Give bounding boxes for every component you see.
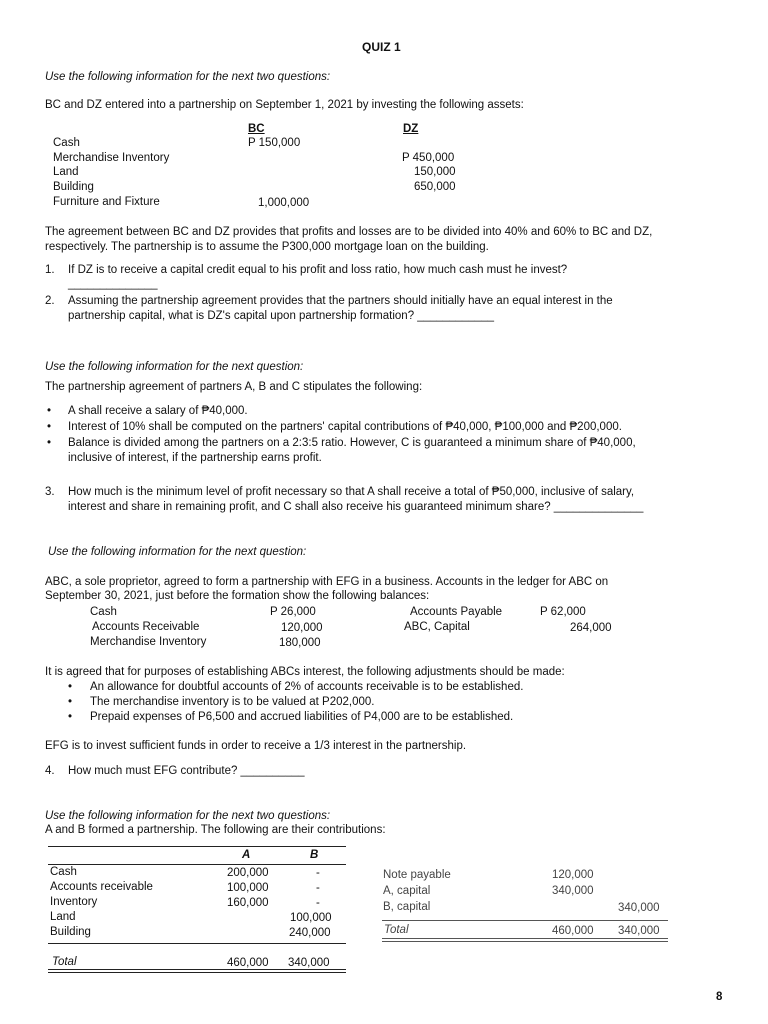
question-2-line-1: Assuming the partnership agreement provides that the partners should initially have an equal interest in the: [68, 295, 613, 307]
contrib-label: Cash: [50, 866, 77, 878]
contrib-total-b: 340,000: [288, 957, 330, 969]
efg-statement: EFG is to invest sufficient funds in order to receive a 1/3 interest in the partnership.: [45, 740, 467, 752]
table-bottom-rule-1: [48, 969, 346, 970]
ledger-value: P 26,000: [270, 606, 316, 618]
asset-bc-value: P 150,000: [248, 137, 301, 149]
list-item-continued: inclusive of interest, if the partnership earns profit.: [68, 452, 322, 464]
list-item: Prepaid expenses of P6,500 and accrued liabilities of P4,000 are to be established.: [90, 711, 514, 723]
balance-col1-value: 120,000: [552, 869, 594, 881]
table-total-rule: [48, 943, 346, 944]
page-number: 8: [716, 991, 723, 1003]
asset-dz-value: 150,000: [414, 166, 456, 178]
bullet-dot: •: [47, 421, 52, 433]
balance-total-rule: [382, 920, 668, 921]
bullet-dot: •: [68, 711, 73, 723]
col-header-b: B: [310, 849, 319, 861]
ledger-value: 120,000: [281, 622, 323, 634]
asset-label: Merchandise Inventory: [53, 152, 170, 164]
section4-intro: Use the following information for the next two questions:: [45, 810, 331, 822]
ledger-value: 264,000: [570, 622, 612, 634]
agreement-line-2: respectively. The partnership is to assume the P300,000 mortgage loan on the building.: [45, 241, 489, 253]
list-item: A shall receive a salary of ₱40,000.: [68, 405, 248, 417]
balance-col1-value: 340,000: [552, 885, 594, 897]
agreement-line-1: The agreement between BC and DZ provides that profits and losses are to be divided into 40% and 60% to BC and DZ,: [45, 226, 653, 238]
contrib-total-label: Total: [52, 956, 77, 968]
section1-lead: BC and DZ entered into a partnership on September 1, 2021 by investing the following assets:: [45, 99, 524, 111]
section3-lead-1: ABC, a sole proprietor, agreed to form a partnership with EFG in a business. Accounts in the ledger for ABC on: [45, 576, 609, 588]
question-3-line-1: How much is the minimum level of profit necessary so that A shall receive a total of ₱50,000, inclusive of salary,: [68, 486, 635, 498]
section4-lead: A and B formed a partnership. The following are their contributions:: [45, 824, 386, 836]
question-number: 3.: [45, 486, 55, 498]
asset-dz-value: 650,000: [414, 181, 456, 193]
balance-total-col1: 460,000: [552, 925, 594, 937]
balance-label: A, capital: [383, 885, 431, 897]
question-4: How much must EFG contribute? __________: [68, 765, 305, 777]
balance-bottom-rule-2: [382, 941, 668, 942]
contrib-b-value: -: [316, 867, 320, 879]
table-bottom-rule-2: [48, 972, 346, 973]
page-title: QUIZ 1: [362, 40, 401, 54]
asset-label: Land: [53, 166, 79, 178]
adjustments-lead: It is agreed that for purposes of establishing ABCs interest, the following adjustments should be made:: [45, 666, 565, 678]
list-item: Balance is divided among the partners on a 2:3:5 ratio. However, C is guaranteed a minimum share of ₱40,000,: [68, 437, 636, 449]
question-3-line-2: interest and share in remaining profit, and C shall also receive his guaranteed minimum share? ______________: [68, 501, 644, 513]
ledger-label: Merchandise Inventory: [90, 636, 207, 648]
balance-label: B, capital: [383, 901, 431, 913]
table-top-rule: [48, 846, 346, 847]
balance-col2-value: 340,000: [618, 902, 660, 914]
ledger-label: Accounts Payable: [410, 606, 503, 618]
question-number: 4.: [45, 765, 55, 777]
question-number: 1.: [45, 264, 55, 276]
question-number: 2.: [45, 295, 55, 307]
balance-bottom-rule-1: [382, 938, 668, 939]
section2-intro: Use the following information for the next question:: [45, 361, 304, 373]
section2-lead: The partnership agreement of partners A, B and C stipulates the following:: [45, 381, 423, 393]
col-header-dz: DZ: [403, 123, 419, 135]
bullet-dot: •: [68, 696, 73, 708]
bullet-dot: •: [47, 437, 52, 449]
list-item: Interest of 10% shall be computed on the partners' capital contributions of ₱40,000, ₱100,000 and ₱200,000.: [68, 421, 622, 433]
asset-label: Furniture and Fixture: [53, 196, 160, 208]
ledger-value: P 62,000: [540, 606, 586, 618]
contrib-a-value: 200,000: [227, 867, 269, 879]
balance-label: Note payable: [383, 869, 451, 881]
balance-total-label: Total: [384, 924, 409, 936]
contrib-label: Land: [50, 911, 76, 923]
contrib-b-value: 100,000: [290, 912, 332, 924]
contrib-label: Accounts receivable: [50, 881, 153, 893]
balance-total-col2: 340,000: [618, 925, 660, 937]
ledger-label: ABC, Capital: [404, 621, 470, 633]
col-header-a: A: [242, 849, 251, 861]
section3-lead-2: September 30, 2021, just before the formation show the following balances:: [45, 590, 430, 602]
contrib-a-value: 160,000: [227, 897, 269, 909]
contrib-b-value: -: [316, 882, 320, 894]
asset-label: Building: [53, 181, 94, 193]
contrib-b-value: 240,000: [289, 927, 331, 939]
contrib-label: Inventory: [50, 896, 98, 908]
contrib-a-value: 100,000: [227, 882, 269, 894]
contrib-label: Building: [50, 926, 91, 938]
asset-label: Cash: [53, 137, 80, 149]
bullet-dot: •: [47, 405, 52, 417]
asset-bc-value: 1,000,000: [258, 197, 310, 209]
list-item: The merchandise inventory is to be valued at P202,000.: [90, 696, 375, 708]
contrib-total-a: 460,000: [227, 957, 269, 969]
asset-dz-value: P 450,000: [402, 152, 455, 164]
ledger-value: 180,000: [279, 637, 321, 649]
col-header-bc: BC: [248, 123, 265, 135]
bullet-dot: •: [68, 681, 73, 693]
ledger-label: Accounts Receivable: [92, 621, 200, 633]
section1-intro: Use the following information for the next two questions:: [45, 71, 331, 83]
question-1-blank: ______________: [68, 278, 158, 290]
contrib-b-value: -: [316, 897, 320, 909]
question-1-line-1: If DZ is to receive a capital credit equal to his profit and loss ratio, how much cash must he invest?: [68, 264, 568, 276]
question-2-line-2: partnership capital, what is DZ's capital upon partnership formation? ____________: [68, 310, 495, 322]
ledger-label: Cash: [90, 606, 117, 618]
list-item: An allowance for doubtful accounts of 2% of accounts receivable is to be established.: [90, 681, 524, 693]
table-header-rule: [48, 864, 346, 865]
section3-intro: Use the following information for the next question:: [48, 546, 307, 558]
